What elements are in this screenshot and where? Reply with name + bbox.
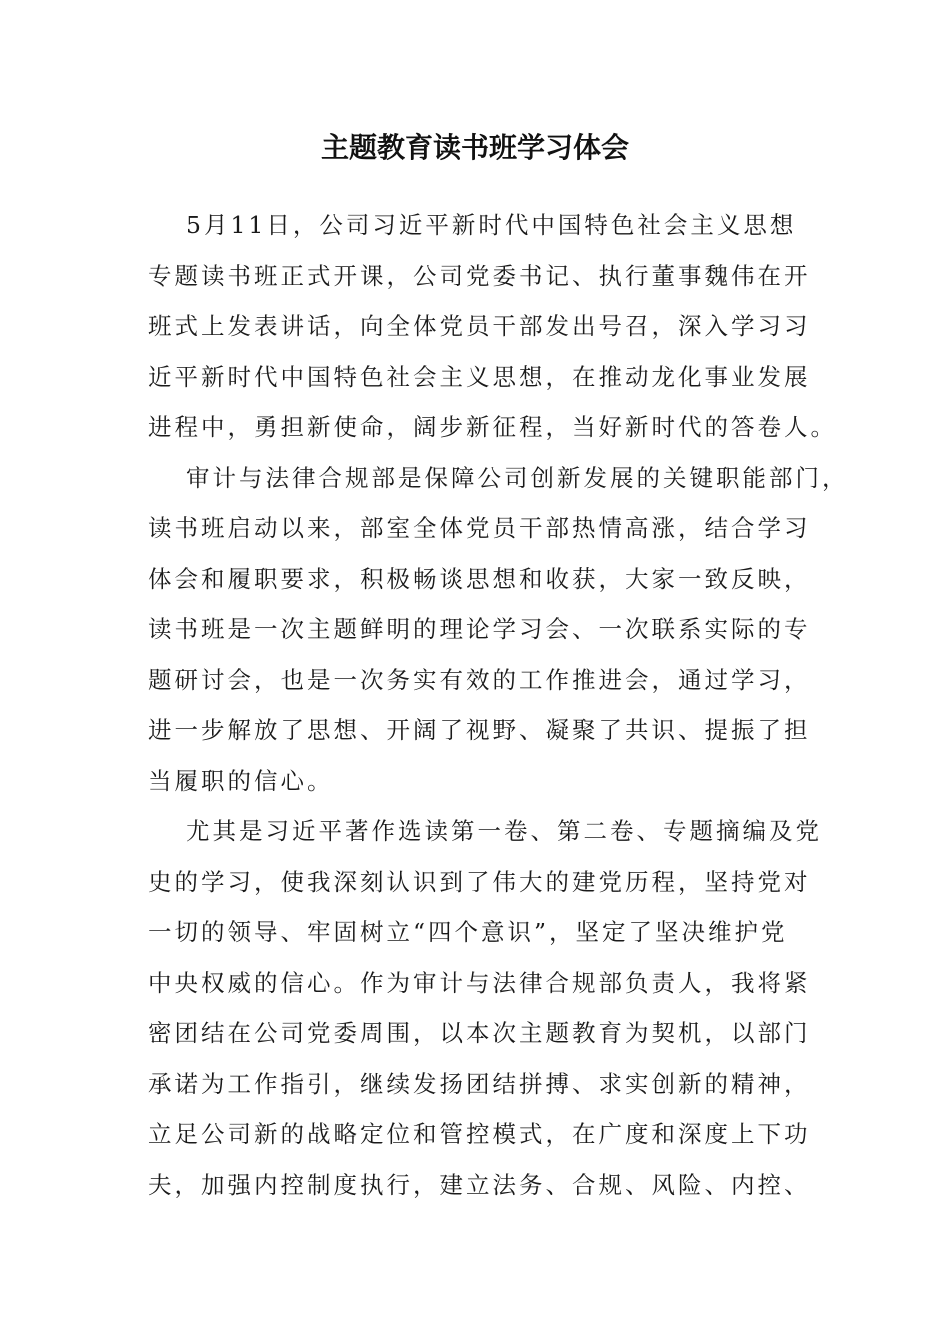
paragraph-3 (148, 806, 838, 1210)
text-line: 班式上发表讲话，向全体党员干部发出号召，深入学习习 (148, 312, 811, 340)
text-line: 进一步解放了思想、开阔了视野、凝聚了共识、提振了担 (148, 716, 811, 744)
document-body (148, 200, 849, 1210)
text-line: 夫，加强内控制度执行，建立法务、合规、风险、内控、 (148, 1170, 811, 1199)
text-line: 5月11日，公司习近平新时代中国特色社会主义思想 (186, 211, 797, 239)
paragraph-2 (148, 453, 849, 807)
document-title: 主题教育读书班学习体会 (320, 131, 629, 164)
text-line: 当履职的信心。 (148, 766, 334, 795)
text-line: 题研讨会，也是一次务实有效的工作推进会，通过学习， (148, 665, 811, 694)
text-line: 体会和履职要求，积极畅谈思想和收获，大家一致反映， (148, 564, 811, 593)
text-line: 专题读书班正式开课，公司党委书记、执行董事魏伟在开 (148, 261, 811, 290)
text-line: 密团结在公司党委周围，以本次主题教育为契机，以部门 (148, 1019, 811, 1047)
text-line: 进程中，勇担新使命，阔步新征程，当好新时代的答卷人。 (148, 413, 837, 441)
text-line: 承诺为工作指引，继续发扬团结拼搏、求实创新的精神， (148, 1069, 811, 1098)
text-line: 中央权威的信心。作为审计与法律合规部负责人，我将紧 (148, 968, 811, 997)
text-line: 一切的领导、牢固树立“四个意识”，坚定了坚决维护党 (148, 918, 788, 946)
text-line: 尤其是习近平著作选读第一卷、第二卷、专题摘编及党 (186, 817, 822, 845)
text-line: 近平新时代中国特色社会主义思想，在推动龙化事业发展 (148, 362, 811, 391)
text-line: 立足公司新的战略定位和管控模式，在广度和深度上下功 (148, 1120, 811, 1148)
paragraph-1 (148, 200, 838, 453)
text-line: 读书班启动以来，部室全体党员干部热情高涨，结合学习 (148, 514, 811, 542)
text-line: 读书班是一次主题鲜明的理论学习会、一次联系实际的专 (148, 615, 811, 643)
text-line: 审计与法律合规部是保障公司创新发展的关键职能部门， (186, 463, 849, 492)
text-line: 史的学习，使我深刻认识到了伟大的建党历程，坚持党对 (148, 867, 811, 896)
